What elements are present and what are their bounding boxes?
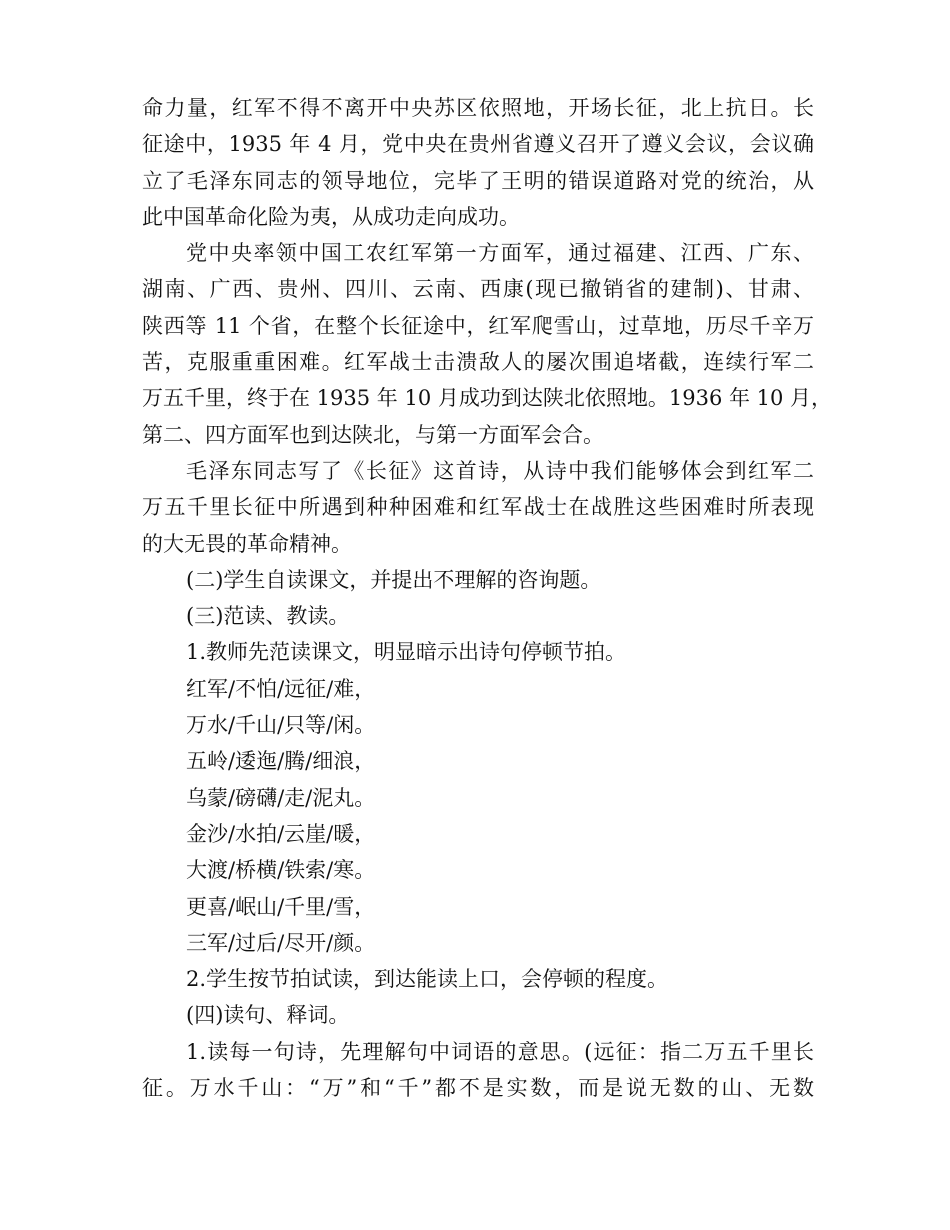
text-line: 征。万水千山：“万”和“千”都不是实数，而是说无数的山、无数	[142, 1076, 814, 1101]
text-line: 1.教师先范读课文，明显暗示出诗句停顿节拍。	[186, 640, 627, 665]
poem-line: 红军/不怕/远征/难，	[186, 676, 376, 701]
text-line: 1.读每一句诗，先理解句中词语的意思。(远征：指二万五千里长	[186, 1039, 814, 1064]
text-line: 党中央率领中国工农红军第一方面军，通过福建、江西、广东、	[186, 241, 814, 266]
body-text	[142, 90, 833, 1106]
text-line: 的大无畏的革命精神。	[142, 531, 352, 556]
text-line: 此中国革命化险为夷，从成功走向成功。	[142, 204, 520, 229]
poem-line: 五岭/逶迤/腾/细浪，	[186, 749, 376, 774]
section-heading: (二)学生自读课文，并提出不理解的咨询题。	[186, 567, 602, 592]
text-line: 陕西等 11 个省，在整个长征途中，红军爬雪山，过草地，历尽千辛万	[142, 313, 814, 338]
poem-line: 乌蒙/磅礴/走/泥丸。	[186, 785, 376, 810]
poem-line: 更喜/岷山/千里/雪，	[186, 894, 376, 919]
text-line: 湖南、广西、贵州、四川、云南、西康(现已撤销省的建制)、甘肃、	[142, 277, 814, 302]
poem-line: 大渡/桥横/铁索/寒。	[186, 858, 376, 883]
text-line: 命力量，红军不得不离开中央苏区依照地，开场长征，北上抗日。长	[142, 96, 814, 120]
text-line: 万五千里长征中所遇到种种困难和红军战士在战胜这些困难时所表现	[142, 495, 814, 520]
text-line: 万五千里，终于在 1935 年 10 月成功到达陕北依照地。1936 年 10 月，	[142, 386, 833, 411]
text-line: 毛泽东同志写了《长征》这首诗，从诗中我们能够体会到红军二	[186, 458, 814, 483]
text-line: 苦，克服重重困难。红军战士击溃敌人的屡次围追堵截，连续行军二	[142, 350, 814, 375]
text-line: 征途中，1935 年 4 月，党中央在贵州省遵义召开了遵义会议，会议确	[142, 132, 814, 157]
poem-line: 金沙/水拍/云崖/暖，	[186, 821, 376, 846]
section-heading: (四)读句、释词。	[186, 1003, 350, 1028]
poem-line: 万水/千山/只等/闲。	[186, 713, 376, 738]
section-heading: (三)范读、教读。	[186, 604, 350, 629]
text-line: 立了毛泽东同志的领导地位，完毕了王明的错误道路对党的统治，从	[142, 168, 814, 193]
poem-line: 三军/过后/尽开/颜。	[186, 930, 376, 955]
text-line: 第二、四方面军也到达陕北，与第一方面军会合。	[142, 422, 604, 447]
text-line: 2.学生按节拍试读，到达能读上口，会停顿的程度。	[186, 967, 669, 992]
